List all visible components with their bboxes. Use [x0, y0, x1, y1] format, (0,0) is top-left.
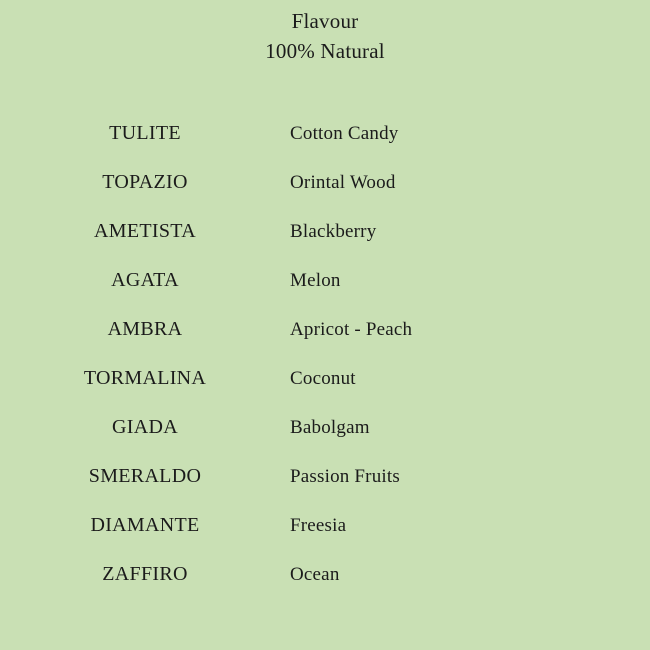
flavour-name: Apricot - Peach: [290, 319, 413, 340]
list-item: [0, 318, 650, 367]
page-header: [0, 0, 650, 66]
flavour-list: [0, 122, 650, 612]
stone-name: AMETISTA: [94, 220, 196, 242]
flavour-name: Cotton Candy: [290, 123, 399, 144]
stone-name: TOPAZIO: [102, 171, 188, 193]
list-item: [0, 367, 650, 416]
stone-name: TULITE: [109, 122, 181, 144]
stone-name: TORMALINA: [83, 367, 207, 389]
list-item: [0, 563, 650, 612]
list-item: [0, 269, 650, 318]
flavour-name: Babolgam: [290, 417, 370, 438]
stone-name: GIADA: [112, 416, 178, 438]
stone-name: SMERALDO: [88, 465, 202, 487]
stone-name: AGATA: [111, 269, 179, 291]
stone-name: DIAMANTE: [90, 514, 200, 536]
flavour-name: Orintal Wood: [290, 172, 396, 193]
page-title: Flavour: [291, 9, 359, 33]
list-item: [0, 220, 650, 269]
list-item: [0, 171, 650, 220]
flavour-name: Passion Fruits: [290, 466, 400, 487]
stone-name: ZAFFIRO: [102, 563, 188, 585]
flavour-name: Blackberry: [290, 221, 377, 242]
page-subtitle: 100% Natural: [265, 39, 385, 63]
list-item: [0, 514, 650, 563]
list-item: [0, 416, 650, 465]
stone-name: AMBRA: [107, 318, 183, 340]
flavour-name: Freesia: [290, 515, 347, 536]
flavour-name: Ocean: [290, 564, 340, 585]
list-item: [0, 465, 650, 514]
flavour-name: Melon: [290, 270, 341, 291]
list-item: [0, 122, 650, 171]
flavour-name: Coconut: [290, 368, 356, 389]
